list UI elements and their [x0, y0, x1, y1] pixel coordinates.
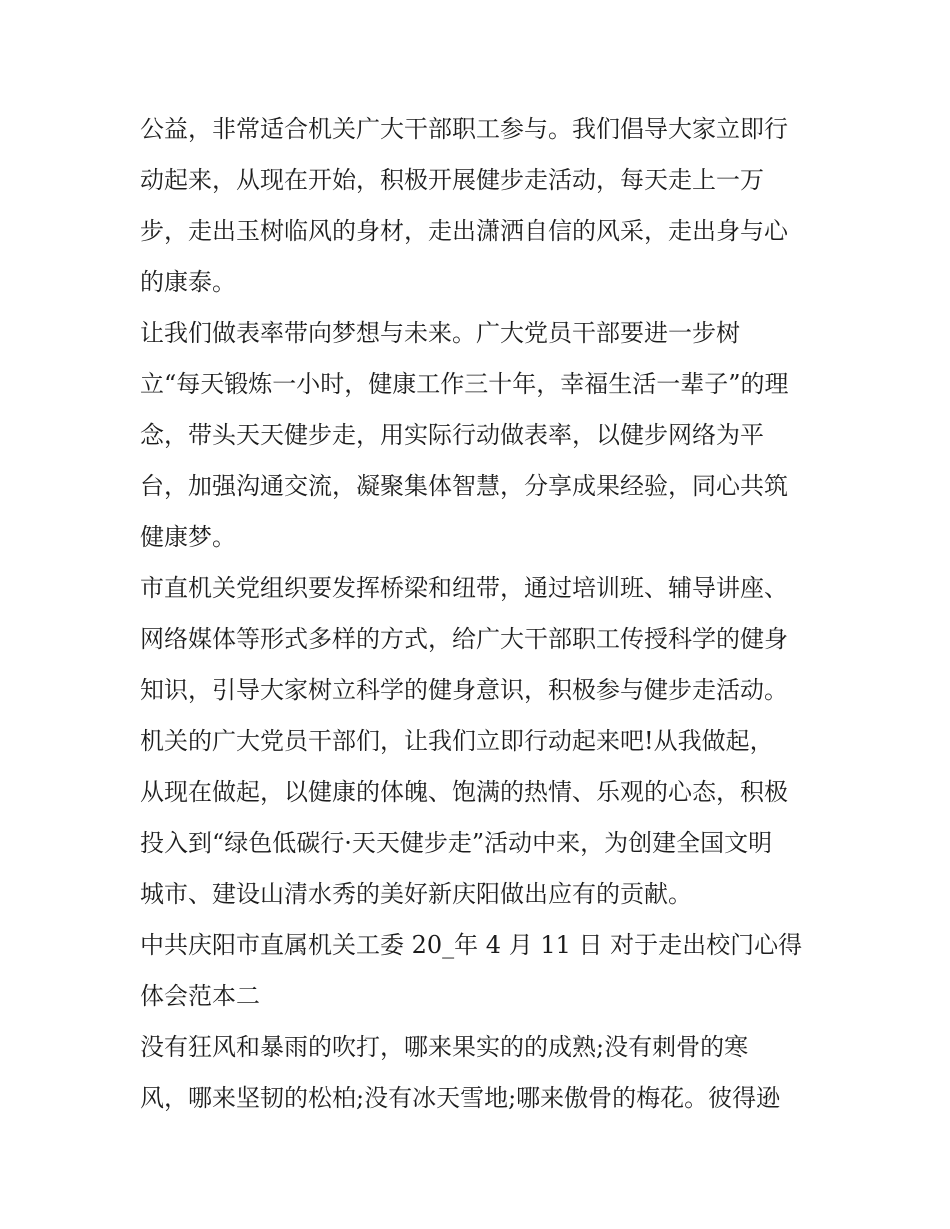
text-line: 台，加强沟通交流，凝聚集体智慧，分享成果经验，同心共筑 [140, 472, 788, 500]
text-line: 投入到“绿色低碳行·天天健步走”活动中来，为创建全国文明 [140, 829, 773, 857]
text-line: 没有狂风和暴雨的吹打，哪来果实的的成熟;没有刺骨的寒 [140, 1033, 749, 1061]
text-line: 让我们做表率带向梦想与未来。广大党员干部要进一步树 [140, 319, 740, 347]
text-line: 中共庆阳市直属机关工委 20_年 4 月 11 日 对于走出校门心得 [140, 931, 803, 959]
text-line: 知识，引导大家树立科学的健身意识，积极参与健步走活动。 [140, 676, 788, 704]
text-line: 立“每天锻炼一小时，健康工作三十年，幸福生活一辈子”的理 [140, 370, 789, 398]
text-line: 网络媒体等形式多样的方式，给广大干部职工传授科学的健身 [140, 625, 788, 653]
text-line: 市直机关党组织要发挥桥梁和纽带，通过培训班、辅导讲座、 [140, 574, 788, 602]
text-line: 健康梦。 [140, 523, 236, 551]
text-line: 体会范本二 [140, 982, 260, 1010]
text-line: 风，哪来坚韧的松柏;没有冰天雪地;哪来傲骨的梅花。彼得逊 [140, 1084, 781, 1112]
text-line: 城市、建设山清水秀的美好新庆阳做出应有的贡献。 [140, 880, 692, 908]
text-line: 步，走出玉树临风的身材，走出潇洒自信的风采，走出身与心 [140, 217, 788, 245]
text-line: 公益，非常适合机关广大干部职工参与。我们倡导大家立即行 [140, 115, 788, 143]
text-line: 的康泰。 [140, 268, 236, 296]
text-line: 动起来，从现在开始，积极开展健步走活动，每天走上一万 [140, 166, 764, 194]
text-line: 念，带头天天健步走，用实际行动做表率，以健步网络为平 [140, 421, 764, 449]
document-body [140, 104, 820, 1124]
text-line: 机关的广大党员干部们，让我们立即行动起来吧!从我做起， [140, 727, 774, 755]
text-line: 从现在做起，以健康的体魄、饱满的热情、乐观的心态，积极 [140, 778, 788, 806]
